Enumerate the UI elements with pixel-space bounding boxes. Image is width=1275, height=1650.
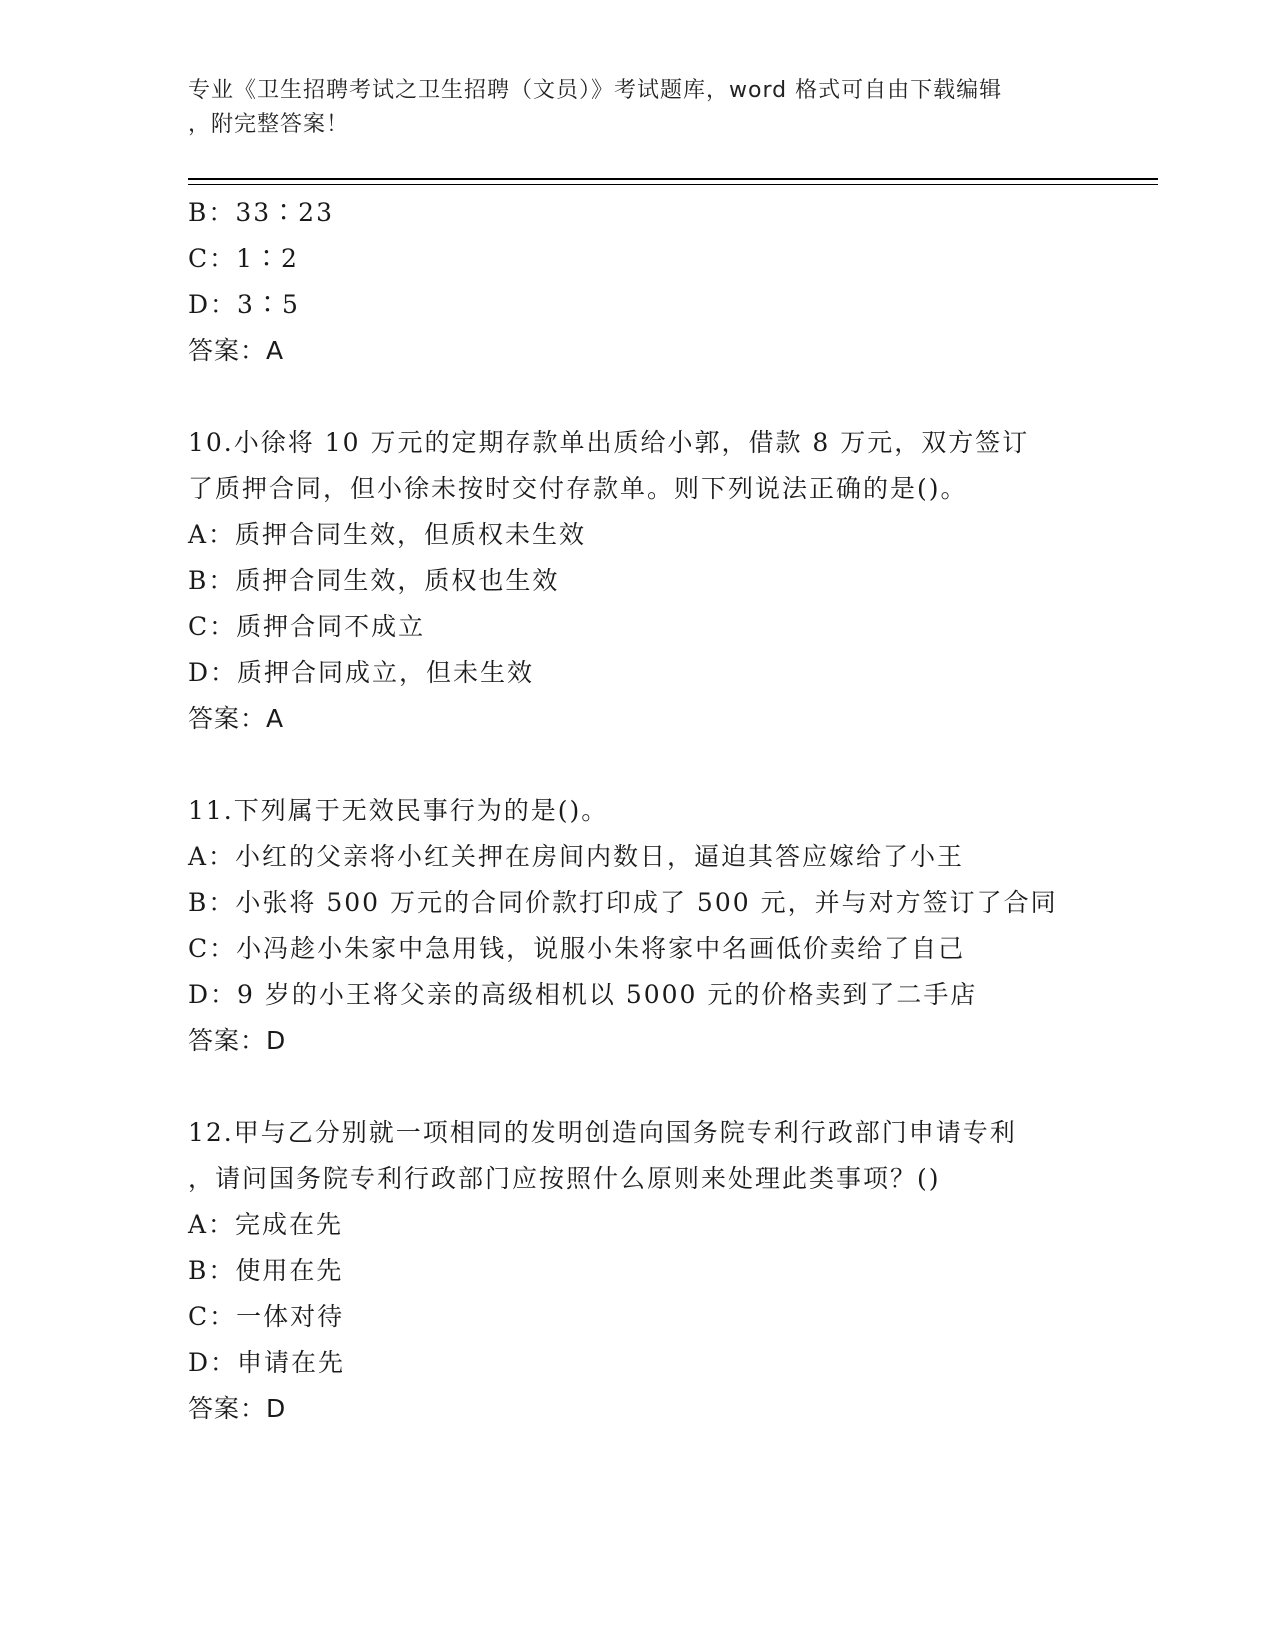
answer: 答案：A bbox=[188, 336, 285, 365]
document-header bbox=[188, 74, 1088, 142]
spacer bbox=[188, 1064, 1088, 1110]
question-stem: 12.甲与乙分别就一项相同的发明创造向国务院专利行政部门申请专利 bbox=[188, 1118, 1017, 1147]
option-a: A：小红的父亲将小红关押在房间内数日，逼迫其答应嫁给了小王 bbox=[188, 842, 965, 871]
header-divider-thin bbox=[188, 184, 1158, 185]
question-11 bbox=[188, 788, 1088, 1064]
answer: 答案：D bbox=[188, 1026, 287, 1055]
question-stem: ，请问国务院专利行政部门应按照什么原则来处理此类事项？() bbox=[188, 1164, 941, 1193]
spacer bbox=[188, 742, 1088, 788]
answer: 答案：A bbox=[188, 704, 285, 733]
header-title-line-2: ，附完整答案！ bbox=[188, 112, 350, 137]
document-body bbox=[188, 190, 1088, 1432]
option-a: A：完成在先 bbox=[188, 1210, 344, 1239]
question-stem: 10.小徐将 10 万元的定期存款单出质给小郭，借款 8 万元，双方签订 bbox=[188, 428, 1030, 457]
option-d: D：质押合同成立，但未生效 bbox=[188, 658, 535, 687]
option-b: B：小张将 500 万元的合同价款打印成了 500 元，并与对方签订了合同 bbox=[188, 888, 1058, 917]
option-d: D：9 岁的小王将父亲的高级相机以 5000 元的价格卖到了二手店 bbox=[188, 980, 978, 1009]
option-b: B：33∶23 bbox=[188, 198, 334, 227]
spacer bbox=[188, 374, 1088, 420]
option-b: B：使用在先 bbox=[188, 1256, 344, 1285]
question-10 bbox=[188, 420, 1088, 742]
answer: 答案：D bbox=[188, 1394, 287, 1423]
header-divider-thick bbox=[188, 178, 1158, 180]
option-a: A：质押合同生效，但质权未生效 bbox=[188, 520, 587, 549]
question-stem: 11.下列属于无效民事行为的是()。 bbox=[188, 796, 609, 825]
option-c: C：一体对待 bbox=[188, 1302, 345, 1331]
option-d: D：申请在先 bbox=[188, 1348, 346, 1377]
option-c: C：1∶2 bbox=[188, 244, 299, 273]
option-c: C：质押合同不成立 bbox=[188, 612, 426, 641]
question-12 bbox=[188, 1110, 1088, 1432]
option-b: B：质押合同生效，质权也生效 bbox=[188, 566, 560, 595]
option-d: D：3∶5 bbox=[188, 290, 300, 319]
question-9-tail bbox=[188, 190, 1088, 374]
option-c: C：小冯趁小朱家中急用钱，说服小朱将家中名画低价卖给了自己 bbox=[188, 934, 966, 963]
question-stem: 了质押合同，但小徐未按时交付存款单。则下列说法正确的是()。 bbox=[188, 474, 968, 503]
header-title-line-1: 专业《卫生招聘考试之卫生招聘（文员）》考试题库，word 格式可自由下载编辑 bbox=[188, 78, 1003, 103]
